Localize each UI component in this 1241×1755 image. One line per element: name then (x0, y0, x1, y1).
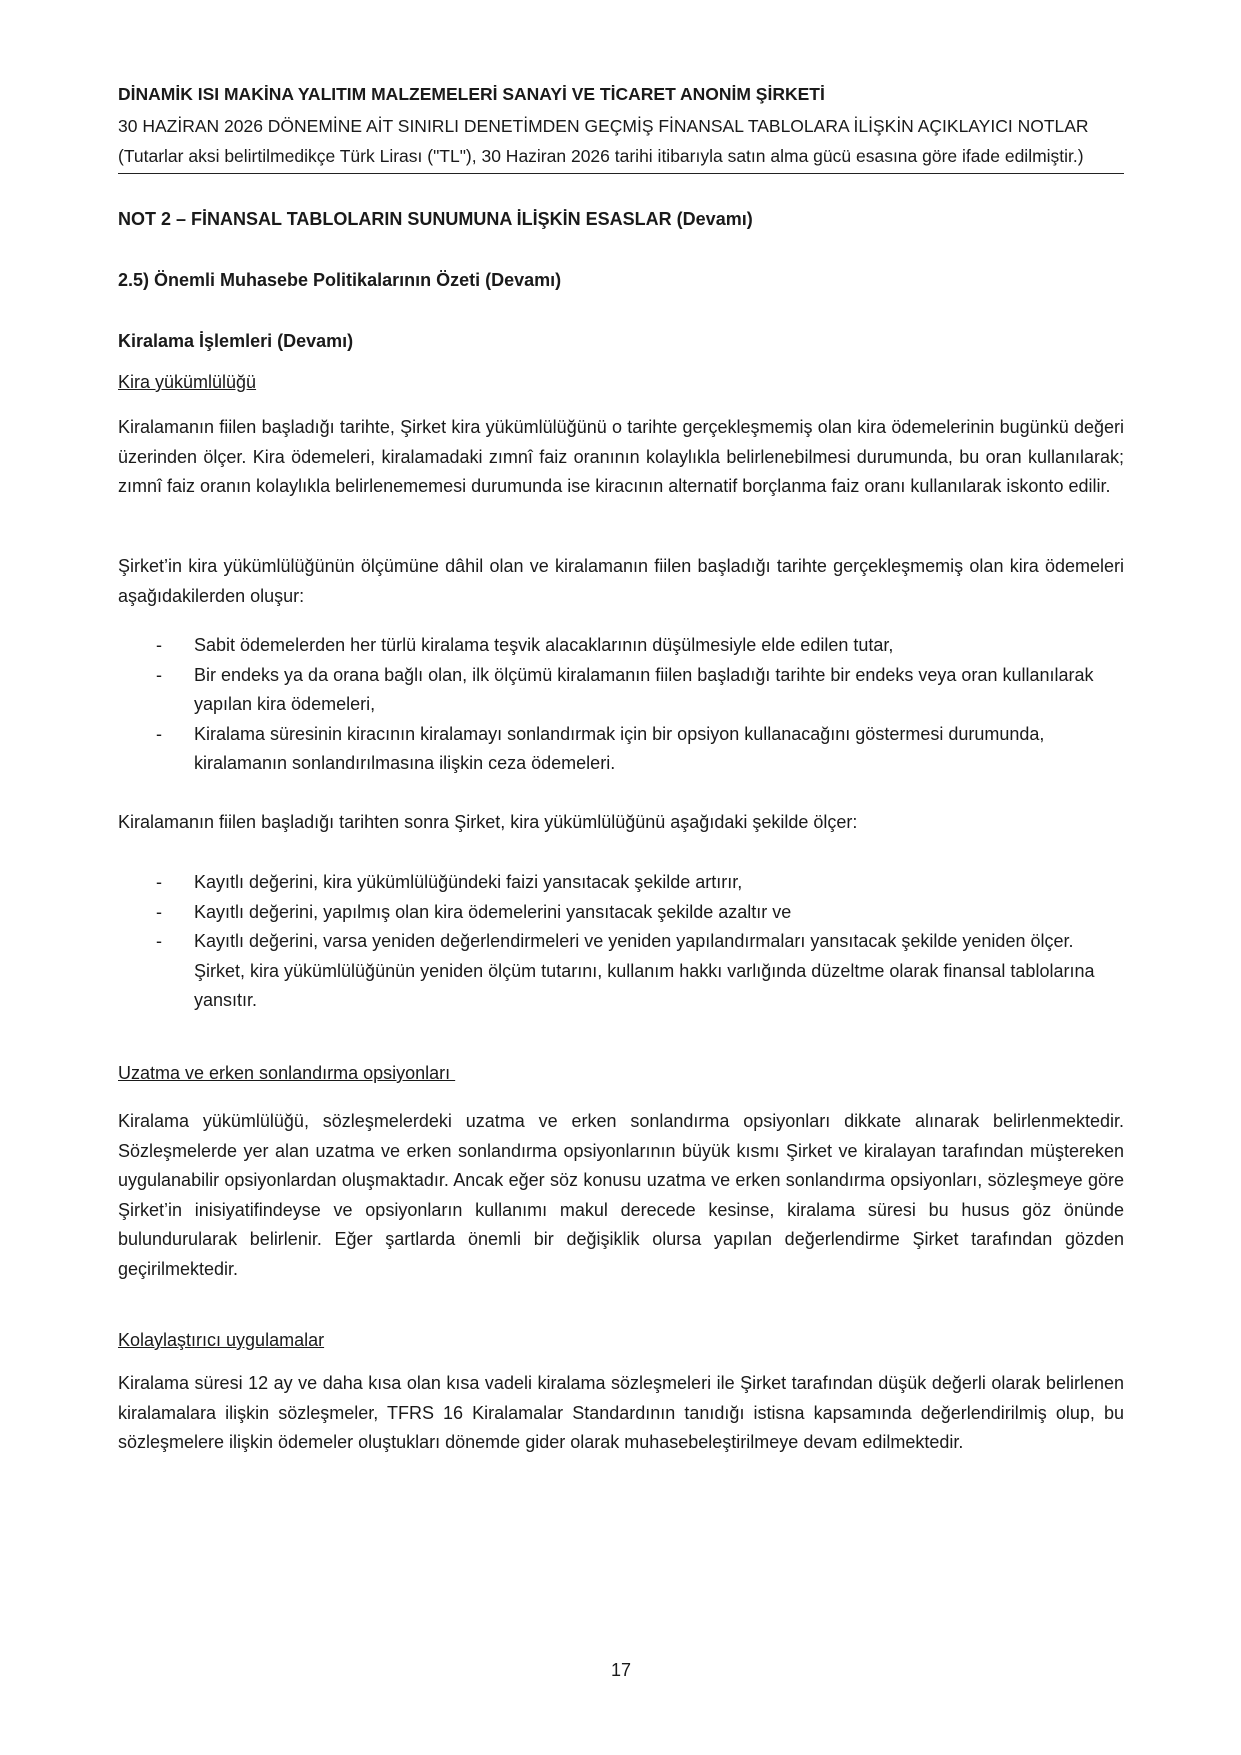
header-divider (118, 173, 1124, 174)
list-item-text: Bir endeks ya da orana bağlı olan, ilk ölçümü kiralamanın fiilen başladığı tarihte bir endeks veya oran kullanılarak yapılan kira ödemeleri, (194, 664, 1094, 715)
kira-paragraph-2: Şirket’in kira yükümlülüğünün ölçümüne dâhil olan ve kiralamanın fiilen başladığı tarihte gerçekleşmemiş olan kira ödemeleri aşağıdakilerden oluşur: (118, 556, 1124, 606)
list-item-text: Kayıtlı değerini, yapılmış olan kira ödemelerini yansıtacak şekilde azaltır ve (194, 901, 792, 922)
list-item-text: Kiralama süresinin kiracının kiralamayı sonlandırmak için bir opsiyon kullanacağını göstermesi durumunda, kiralamanın sonlandırılmasına ilişkin ceza ödemeleri. (194, 723, 1045, 774)
list-item-text: Sabit ödemelerden her türlü kiralama teşvik alacaklarının düşülmesiyle elde edilen tutar, (194, 635, 894, 655)
dash-bullet: - (156, 901, 162, 922)
note-title: NOT 2 – FİNANSAL TABLOLARIN SUNUMUNA İLİŞKİN ESASLAR (Devamı) (118, 209, 753, 229)
dash-bullet: - (156, 872, 162, 892)
list-item-text: Kayıtlı değerini, varsa yeniden değerlendirmeleri ve yeniden yapılandırmaları yansıtacak şekilde yeniden ölçer. Şirket, kira yükümlülüğünün yeniden ölçüm tutarını, kullanım hakkı varlığında düzeltme olarak finansal tablolarına yansıtır. (194, 931, 1095, 1011)
list-item (118, 868, 1124, 898)
kolaylastirici-paragraph: Kiralama süresi 12 ay ve daha kısa olan kısa vadeli kiralama sözleşmeleri ile Şirket tarafından düşük değerli olarak belirlenen kiralamalara ilişkin sözleşmeler, TFRS 16 Kiralamalar Standardının tanıdığı istisna kapsamında değerlendirilmiş olup, bu sözleşmelere ilişkin ödemeler oluştukları dönemde gider olarak muhasebeleştirilmeye devam edilmektedir. (118, 1373, 1124, 1453)
kira-paragraph-3: Kiralamanın fiilen başladığı tarihten sonra Şirket, kira yükümlülüğünü aşağıdaki şekilde ölçer: (118, 812, 858, 832)
kira-measurement-list (118, 868, 1124, 1016)
section-title: 2.5) Önemli Muhasebe Politikalarının Özeti (Devamı) (118, 270, 562, 290)
dash-bullet: - (156, 723, 162, 744)
subsection-title: Kiralama İşlemleri (Devamı) (118, 331, 354, 351)
list-item (118, 631, 1124, 661)
company-name: DİNAMİK ISI MAKİNA YALITIM MALZEMELERİ SANAYİ VE TİCARET ANONİM ŞİRKETİ (118, 84, 825, 104)
list-item (118, 898, 1124, 928)
list-item (118, 927, 1124, 1016)
list-item (118, 720, 1124, 779)
report-subtitle: 30 HAZİRAN 2026 DÖNEMİNE AİT SINIRLI DENETİMDEN GEÇMİŞ FİNANSAL TABLOLARA İLİŞKİN AÇIKLAYICI NOTLAR (118, 116, 1089, 136)
dash-bullet: - (156, 931, 162, 952)
uzatma-heading: Uzatma ve erken sonlandırma opsiyonları (118, 1063, 456, 1083)
list-item-text: Kayıtlı değerini, kira yükümlülüğündeki faizi yansıtacak şekilde artırır, (194, 872, 743, 892)
uzatma-paragraph: Kiralama yükümlülüğü, sözleşmelerdeki uzatma ve erken sonlandırma opsiyonları dikkate alınarak belirlenmektedir. Sözleşmelerde yer alan uzatma ve erken sonlandırma opsiyonlarının büyük kısmı Şirket ve kiralayan tarafından müştereken uygulanabilir opsiyonlardan oluşmaktadır. Ancak eğer söz konusu uzatma ve erken sonlandırma opsiyonları, sözleşmeye göre Şirket’in inisiyatifindeyse ve opsiyonların kullanımı makul derecede kesinse, kiralama süresi bu husus göz önünde bulundurularak belirlenir. Eğer şartlarda önemli bir değişiklik olursa yapılan değerlendirme Şirket tarafından gözden geçirilmektedir. (118, 1111, 1124, 1279)
list-item (118, 661, 1124, 720)
kira-paragraph-1: Kiralamanın fiilen başladığı tarihte, Şirket kira yükümlülüğünü o tarihte gerçekleşmemiş olan kira ödemelerinin bugünkü değeri üzerinden ölçer. Kira ödemeleri, kiralamadaki zımnî faiz oranının kolaylıkla belirlenebilmesi durumunda, bu oran kullanılarak; zımnî faiz oranın kolaylıkla belirlenememesi durumunda ise kiracının alternatif borçlanma faiz oranı kullanılarak iskonto edilir. (118, 417, 1124, 497)
currency-note: (Tutarlar aksi belirtilmedikçe Türk Lirası ("TL"), 30 Haziran 2026 tarihi itibarıyla satın alma gücü esasına göre ifade edilmiştir.) (118, 146, 1084, 166)
dash-bullet: - (156, 664, 162, 685)
kira-payments-list (118, 631, 1124, 779)
dash-bullet: - (156, 635, 162, 655)
kira-yukumlulugu-heading: Kira yükümlülüğü (118, 372, 257, 392)
kolaylastirici-heading: Kolaylaştırıcı uygulamalar (118, 1330, 325, 1350)
page-number: 17 (610, 1660, 632, 1680)
